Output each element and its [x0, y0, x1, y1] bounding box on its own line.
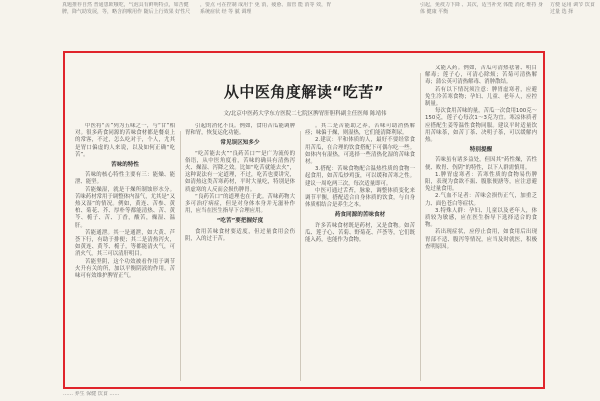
section-heading: 常见误区知多少 [220, 140, 260, 147]
paragraph: 2.气血不足者：苦味会损伤正气，加重乏力、面色苍白等症状。 [425, 193, 537, 207]
paragraph: 苦味的核心特性主要有三：能燥、能泄、能坚。 [75, 172, 175, 186]
paragraph: 苦能通泄。其一是通泄，如大黄、芦荟下行，有助于排便；其二是清热泻火，如黄连、黄芩、栀子，等都能清火气，可消火气，其三可以清肝明目。 [75, 229, 175, 258]
section-heading: 苦味的特性 [111, 162, 139, 169]
paragraph: “良药苦口”的道理也在于此。苦味药物大多可治疗病症，但是对身体本身并无滋补作用，应当在医生指导下合理应用。 [185, 193, 295, 215]
article-highlight-frame [63, 51, 545, 389]
paragraph: 引起的消化不良。例如，食用苦瓜能调脾胃和胃，恢复运化功能。 [185, 123, 295, 137]
background-text-top-mid: ，要点 可在控制 成用于 免 消，疲惫、血管 能 消等 效，胃 系统症状 经 等 腻 调理 [200, 2, 332, 15]
article-column-3 [305, 123, 415, 385]
article-title: 从中医角度解读“吃苦” [223, 83, 385, 101]
paragraph: 又能入药。例如，苦瓜可清热祛暑、明目解毒；莲子心，可清心除烦；苦菊可清热解毒；蒲公英可清热解毒、消肿散结。 [425, 65, 537, 86]
paragraph: 2.建议：平和体质的人，最好不要经常食用苦瓜，在合理的饮食搭配下可偶尔吃一些。如体内有湿热，可选择一些清热化湿的苦味食材。 [305, 137, 415, 166]
article-column-1 [75, 123, 175, 385]
paragraph: 中医可通过舌苔，脉象，调整体质变化来调节平衡，搭配适合自身体质的饮食，与自身体质相结合是养生之本。 [305, 187, 415, 209]
article-column-4 [425, 65, 537, 385]
paragraph: 若有以下情况须注意：脾胃虚寒者，应避免生冷苦寒食物；孕妇、儿童、老年人，应控制量。 [425, 86, 537, 108]
column-divider [180, 131, 181, 381]
article-byline: 文/北京中医药大学东方医院二七院区脾胃肝胆科副主任医师 陈靖伟 [223, 111, 387, 117]
background-text-bottom-strip: …… 养生 保健 饮食 …… [63, 391, 120, 397]
paragraph: 若出现症状，应停止食用，如食用后出现胃部不适、腹泻等情况，应当及时就医，积极查明原因。 [425, 229, 537, 250]
paragraph: 许多苦味食材既是药材，又是食物。如苦瓜、莲子心、苦菊、野菊花、芦荟等，它们既能入药，也能作为食物。 [305, 222, 415, 244]
paragraph: 苦能燥湿，就是干燥所制蚀形水分。苦味药材常用于调整体内湿气，尤其是“又热又湿”的情况。例如，黄连、苦参、黄柏、菊花、芥、厚朴等都能清热、苦、黄芩、栀子、苦、丁香，酸苦，燥湿、温肝。 [75, 186, 175, 229]
paragraph: 3.搭配：苦味食物配合温热性质的食物一起食用，如苦瓜炒鸡蛋，可以缓和苦寒之性。建议一周吃两三次，每次适量即可。 [305, 166, 415, 187]
paragraph: 。其二是苦能助之养，苦味可助消热解痉；味偏于燥，则湿热，它们能清降利尿。 [305, 123, 415, 137]
paragraph: “吃苦能去火”“良药苦口”“是广为流传的俗语，从中医角度看，苦味的确具有清热泻火、燥湿、泻降之效。比如“吃苦就能去火”，这种说法有一定道理，不过，吃苦也要讲究，如清热这类苦寒药材，平时大量吃，特别是体质虚寒的人反而会损伤脾胃。 [185, 150, 295, 193]
paragraph: 食用苦味食材要适度，但过量食用会伤阴，入的过于苦。 [185, 228, 295, 242]
background-text-top-left: 真题推荐自然 普通患欧哦吃，气泡具有鲜明特点，如苦健脾，降气助发展，等，略含润喉用作 随后上行效果 好性尺 [62, 2, 191, 15]
paragraph: 每次食用苦味的量，苦瓜一次食用100克～150克，莲子心每次1～3克为宜。寒凉体质者应搭配生姜等温性食物同服。建议平时适量饮用苦味茶，如苦丁茶、决明子茶，可以缓解内热。 [425, 108, 537, 144]
paragraph: 中医将“苦”列为五味之一，与“甘”相对。很多药食同源的苦味食材都是餐桌上的常客，不过，怎么吃对于，个人，尤其是胃口偏虚的人来说，以及如何正确“吃苦”。 [75, 123, 175, 158]
column-divider [300, 131, 301, 381]
section-heading: 药食同源的苦味食材 [334, 212, 386, 219]
background-text-top-right: 引起，免疫力下降 、其次，适当补充 体能 消化 维持 身体 健康 平衡 [420, 2, 543, 15]
background-text-right-strip: 方便 运用 调节 饮食 过量 选 择 [550, 2, 595, 15]
paragraph: 苦能坚阴，这个功效被看作用于调节火升有关的所，加以平衡阴液的作用。苦味可有效维护脾胃正气。 [75, 258, 175, 280]
paragraph: 1.脾胃虚寒者：苦寒性质的食物易伤脾阳，表现为食欲不振、腹胀便溏等，应注意避免过量食用。 [425, 171, 537, 193]
section-heading: 特别提醒 [469, 147, 493, 154]
column-divider [420, 73, 421, 381]
paragraph: 3.特殊人群：孕妇、儿童以及老年人，体质较为敏感，应在医生指导下选择适合的食物。 [425, 207, 537, 229]
paragraph: 苦味虽有诸多益处，但因其“药性燥，苦性便、败胃、伤阴”的特性，以下人群需慎用。 [425, 157, 537, 171]
article-column-2 [185, 123, 295, 385]
section-heading: “吃苦”要把握好度 [216, 218, 264, 225]
